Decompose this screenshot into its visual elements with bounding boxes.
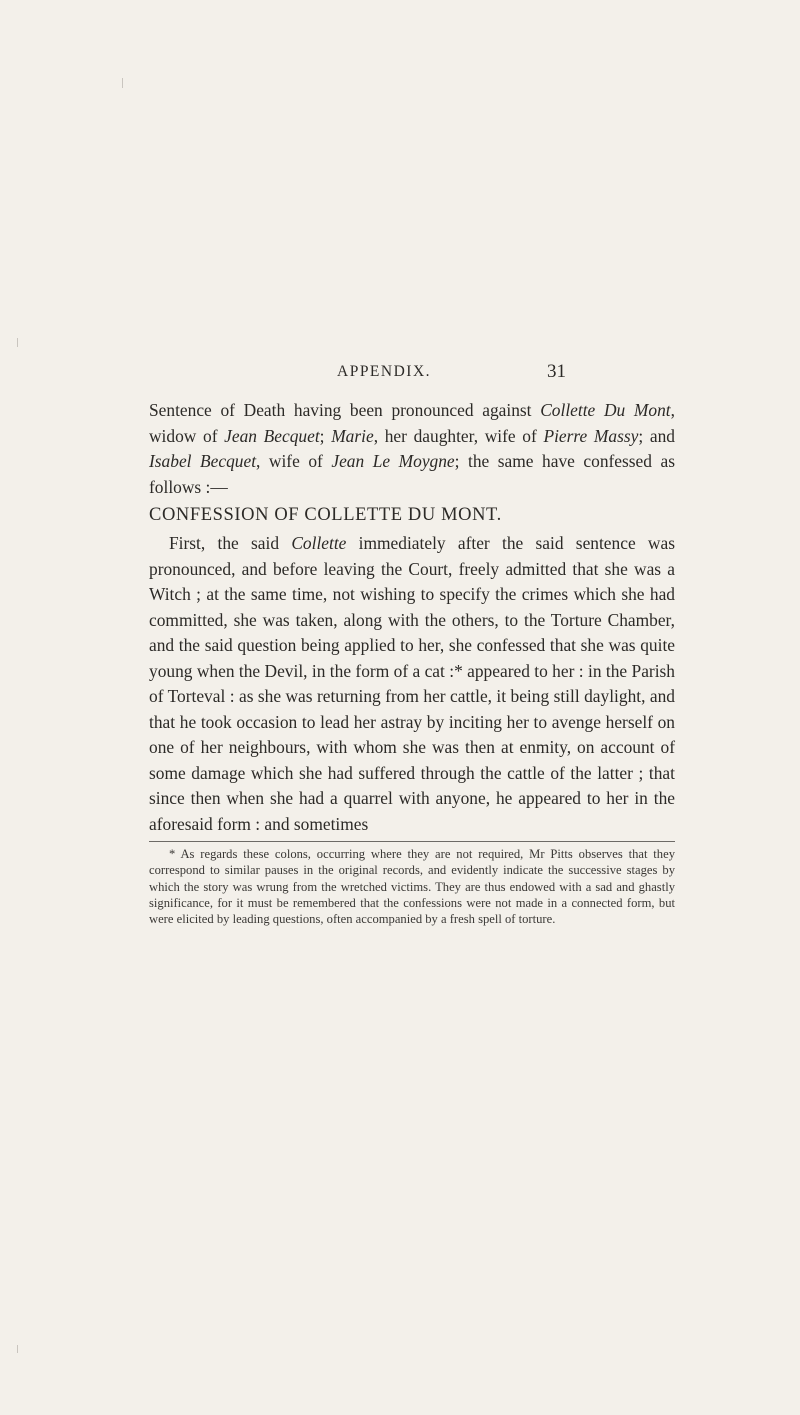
person-name: Pierre Massy <box>543 425 639 446</box>
confession-paragraph <box>149 531 675 837</box>
intro-text: Sentence of Death having been pronounced against <box>149 400 532 420</box>
body-text: First, the said <box>169 533 280 553</box>
intro-text: ; <box>319 425 325 446</box>
body-text: immediately after the said sentence was pronounced, and before leaving the Court, freely admitted that she was a Witch ; at the same time, not wishing to specify the crimes which she had committed, she was taken, along with the others, to the Torture Chamber, and the said question being applied to her, she confessed that she was quite young when the Devil, in the form of a cat :* appeared to her : in the Parish of Torteval : as she was returning from her cattle, it being still daylight, and that he took occasion to lead her astray by inciting her to avenge herself on one of her neighbours, with whom she was then at enmity, on account of some damage which she had suffered through the cattle of the latter ; that since then when she had a quarrel with anyone, he appeared to her in the aforesaid form : and sometimes <box>149 533 675 834</box>
intro-text: , her daughter, wife of <box>373 425 537 446</box>
running-title: APPENDIX. <box>337 363 432 380</box>
person-name: Collette Du Mont <box>540 400 671 420</box>
person-name: Jean Becquet <box>224 425 320 446</box>
intro-text: , wife of <box>256 451 323 471</box>
footnote: * As regards these colons, occurring where they are not required, Mr Pitts observes that they correspond to similar pauses in the original records, and evidently indicate the successive stages by which the story was wrung from the wretched victims. They are thus endowed with a sad and ghastly significance, for it must be remembered that the confessions were not made in a connected form, but were elicited by leading questions, often accompanied by a fresh spell of torture. <box>149 847 675 927</box>
intro-text: ; and <box>638 425 675 446</box>
main-text <box>149 398 675 927</box>
footnote-rule <box>149 841 675 842</box>
intro-text: ; the same have confessed as follows :— <box>149 451 675 497</box>
scan-artifact-mark <box>17 338 18 347</box>
intro-text: , widow of <box>149 400 675 446</box>
person-name: Marie <box>331 425 374 446</box>
person-name: Jean Le Moygne <box>331 451 455 471</box>
intro-paragraph <box>149 398 675 500</box>
section-heading: CONFESSION OF COLLETTE DU MONT. <box>149 505 502 525</box>
running-head <box>337 363 637 389</box>
person-name: Isabel Becquet <box>149 451 257 471</box>
scan-artifact-mark <box>122 78 123 88</box>
scan-artifact-mark <box>17 1345 18 1353</box>
person-name: Collette <box>291 533 347 553</box>
page-number: 31 <box>547 361 566 382</box>
